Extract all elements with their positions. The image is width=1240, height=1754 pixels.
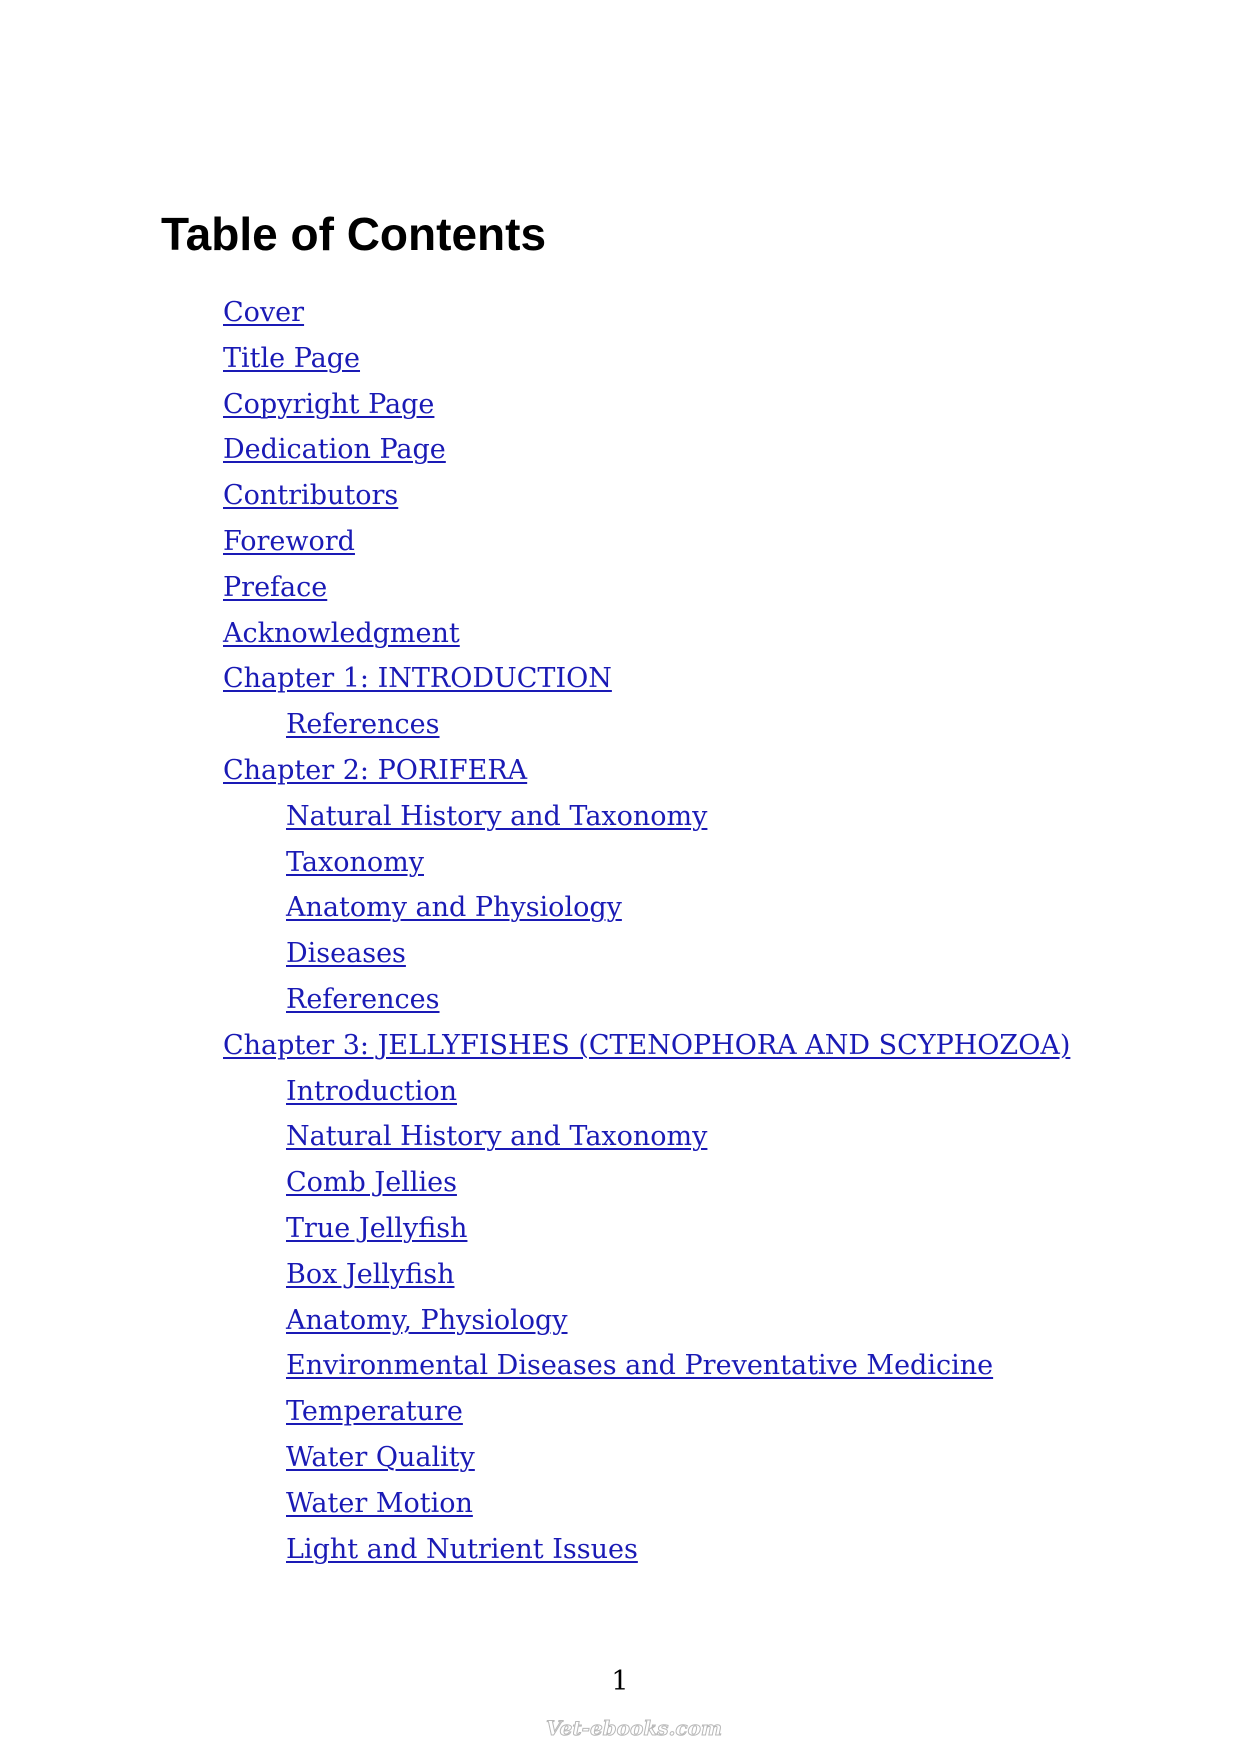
toc-entry <box>0 840 1070 886</box>
toc-list <box>0 290 1070 1572</box>
toc-entry <box>0 1343 1070 1389</box>
toc-entry <box>0 702 1070 748</box>
toc-entry <box>0 1298 1070 1344</box>
toc-link[interactable]: Box Jellyfish <box>286 1258 455 1290</box>
toc-entry <box>0 748 1070 794</box>
toc-entry <box>0 1389 1070 1435</box>
watermark-logo <box>546 1714 723 1742</box>
toc-link[interactable]: Taxonomy <box>286 846 424 878</box>
toc-entry <box>0 1527 1070 1573</box>
toc-link[interactable]: Comb Jellies <box>286 1167 457 1199</box>
toc-entry <box>0 1114 1070 1160</box>
toc-link[interactable]: Chapter 3: JELLYFISHES (CTENOPHORA AND SCYPHOZOA) <box>223 1029 1071 1061</box>
toc-link[interactable]: Temperature <box>286 1396 463 1428</box>
toc-link[interactable]: Water Motion <box>286 1487 473 1519</box>
toc-link[interactable]: Copyright Page <box>223 388 435 420</box>
toc-entry <box>0 1481 1070 1527</box>
toc-link[interactable]: Water Quality <box>286 1441 475 1473</box>
toc-entry <box>0 1160 1070 1206</box>
toc-link[interactable]: Anatomy and Physiology <box>286 892 622 924</box>
toc-link[interactable]: Anatomy, Physiology <box>286 1304 568 1336</box>
toc-link[interactable]: True Jellyfish <box>286 1212 468 1244</box>
toc-entry <box>0 382 1070 428</box>
toc-entry <box>0 565 1070 611</box>
toc-entry <box>0 336 1070 382</box>
toc-entry <box>0 656 1070 702</box>
toc-link[interactable]: Diseases <box>286 938 406 970</box>
toc-entry <box>0 1206 1070 1252</box>
page-title: Table of Contents <box>161 208 547 260</box>
toc-entry <box>0 290 1070 336</box>
toc-entry <box>0 1023 1070 1069</box>
toc-link[interactable]: Natural History and Taxonomy <box>286 800 708 832</box>
toc-entry <box>0 885 1070 931</box>
watermark-text: Vet-ebooks.com <box>546 1716 723 1740</box>
toc-link[interactable]: Natural History and Taxonomy <box>286 1121 708 1153</box>
toc-link[interactable]: Title Page <box>223 342 361 374</box>
toc-link[interactable]: Environmental Diseases and Preventative Medicine <box>286 1350 994 1382</box>
toc-link[interactable]: Introduction <box>286 1075 457 1107</box>
toc-entry <box>0 473 1070 519</box>
toc-link[interactable]: References <box>286 709 440 741</box>
toc-entry <box>0 1435 1070 1481</box>
toc-link[interactable]: Chapter 2: PORIFERA <box>223 754 528 786</box>
toc-entry <box>0 977 1070 1023</box>
toc-entry <box>0 794 1070 840</box>
toc-link[interactable]: Chapter 1: INTRODUCTION <box>223 663 612 695</box>
toc-link[interactable]: References <box>286 983 440 1015</box>
toc-link[interactable]: Foreword <box>223 525 355 557</box>
toc-entry <box>0 611 1070 657</box>
toc-link[interactable]: Dedication Page <box>223 434 446 466</box>
page-number: 1 <box>611 1666 629 1697</box>
toc-entry <box>0 427 1070 473</box>
toc-link[interactable]: Acknowledgment <box>223 617 460 649</box>
toc-link[interactable]: Cover <box>223 297 305 328</box>
toc-entry <box>0 519 1070 565</box>
toc-entry <box>0 1252 1070 1298</box>
toc-link[interactable]: Preface <box>223 571 328 603</box>
toc-link[interactable]: Light and Nutrient Issues <box>286 1533 638 1565</box>
toc-entry <box>0 931 1070 977</box>
toc-link[interactable]: Contributors <box>223 480 399 512</box>
toc-entry <box>0 1069 1070 1115</box>
